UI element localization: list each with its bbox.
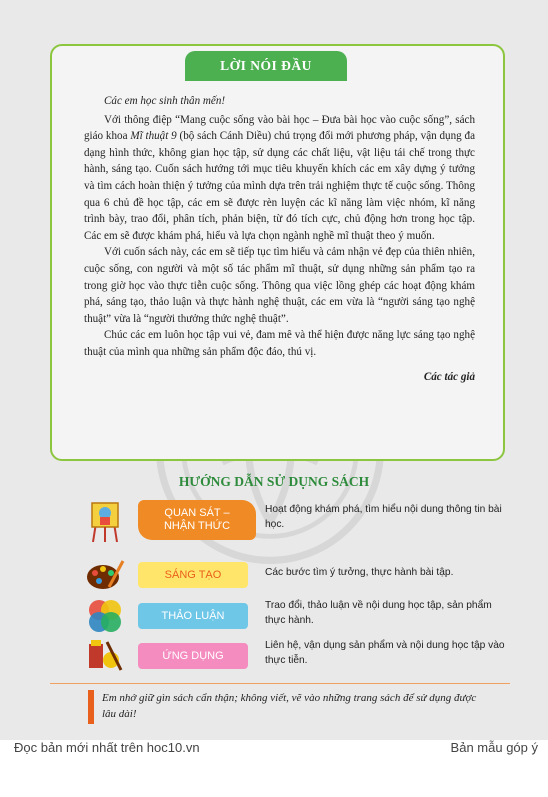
label-observe: QUAN SÁT – NHẬN THỨC xyxy=(138,500,256,540)
guide-title: HƯỚNG DẪN SỬ DỤNG SÁCH xyxy=(178,474,370,489)
footer xyxy=(0,740,548,797)
label-create: SÁNG TẠO xyxy=(138,562,248,588)
care-note: Em nhớ giữ gìn sách cẩn thận; không viết, vẽ vào những trang sách để sử dụng được lâu dài! xyxy=(102,692,477,720)
desc-create: Các bước tìm ý tưởng, thực hành bài tập. xyxy=(265,567,454,578)
color-circles-icon xyxy=(85,594,125,638)
label-apply: ỨNG DỤNG xyxy=(138,643,248,669)
guide-row-discuss xyxy=(85,594,505,638)
footer-link-latest[interactable]: Đọc bản mới nhất trên hoc10.vn xyxy=(14,740,200,755)
guide-row-apply xyxy=(85,634,505,678)
label-discuss: THẢO LUẬN xyxy=(138,603,248,629)
desc-discuss: Trao đổi, thảo luận về nội dung học tập, sản phẩm thực hành. xyxy=(265,600,492,626)
palette-brush-icon xyxy=(85,553,125,597)
guide-row-create xyxy=(85,553,505,597)
desc-observe: Hoạt động khám phá, tìm hiểu nội dung thông tin bài học. xyxy=(265,504,502,530)
preface-paragraph-2: Với cuốn sách này, các em sẽ tiếp tục tìm hiểu và cảm nhận vẻ đẹp của thiên nhiên, cuộc sống, con người và một số tác phẩm mĩ thuật, sử dụng những sản phẩm tạo ra trong giờ học vào thực tiễn cuộc sống. Thông qua việc lồng ghép các hoạt động khám phá, sáng tạo, thảo luận và thực hành nghệ thuật, các em vừa là “người sáng tạo nghệ thuật” vừa là “người thưởng thức nghệ thuật”. xyxy=(84,246,475,325)
book-title: Mĩ thuật 9 xyxy=(130,130,177,143)
note-accent-bar xyxy=(88,690,94,724)
preface-paragraph-3: Chúc các em luôn học tập vui vẻ, đam mê và thể hiện được năng lực sáng tạo nghệ thuật của mình qua những sản phẩm độc đáo, thú vị. xyxy=(84,329,475,358)
footer-sample-label: Bản mẫu góp ý xyxy=(450,740,538,755)
preface-greeting: Các em học sinh thân mến! xyxy=(104,95,226,107)
easel-painting-icon xyxy=(85,498,125,542)
preface-body xyxy=(84,93,475,385)
preface-title: LỜI NÓI ĐẦU xyxy=(185,51,347,81)
preface-signature: Các tác giả xyxy=(423,370,475,383)
paint-tools-icon xyxy=(85,634,125,678)
divider xyxy=(50,683,510,684)
desc-apply: Liên hệ, vận dụng sản phẩm và nội dung học tập vào thực tiễn. xyxy=(265,640,505,666)
guide-row-observe xyxy=(85,498,505,542)
preface-paragraph-1: Với thông điệp “Mang cuộc sống vào bài học – Đưa bài học vào cuộc sống”, sách giáo khoa Mĩ thuật 9 (bộ sách Cánh Diều) chú trọng đổi mới phương pháp, vận dụng đa dạng hình thức, không gian học tập, sử dụng các chất liệu, vật liệu tái chế trong thực hành, sáng tạo. Cuốn sách hướng tới mục tiêu khuyến khích các em xây dựng ý tưởng và tìm cách hoàn thiện ý tưởng của mình dựa trên trải nghiệm thực tế cuộc sống. Thông qua 6 chủ đề học tập, các em sẽ được rèn luyện các kĩ năng làm việc nhóm, kĩ năng trình bày, trao đổi, phân tích, phản biện, từ đó tích cực, chủ động hơn trong học tập. Các em sẽ được khám phá, hiểu và lựa chọn ngành nghề mĩ thuật theo ý muốn. xyxy=(84,113,476,242)
